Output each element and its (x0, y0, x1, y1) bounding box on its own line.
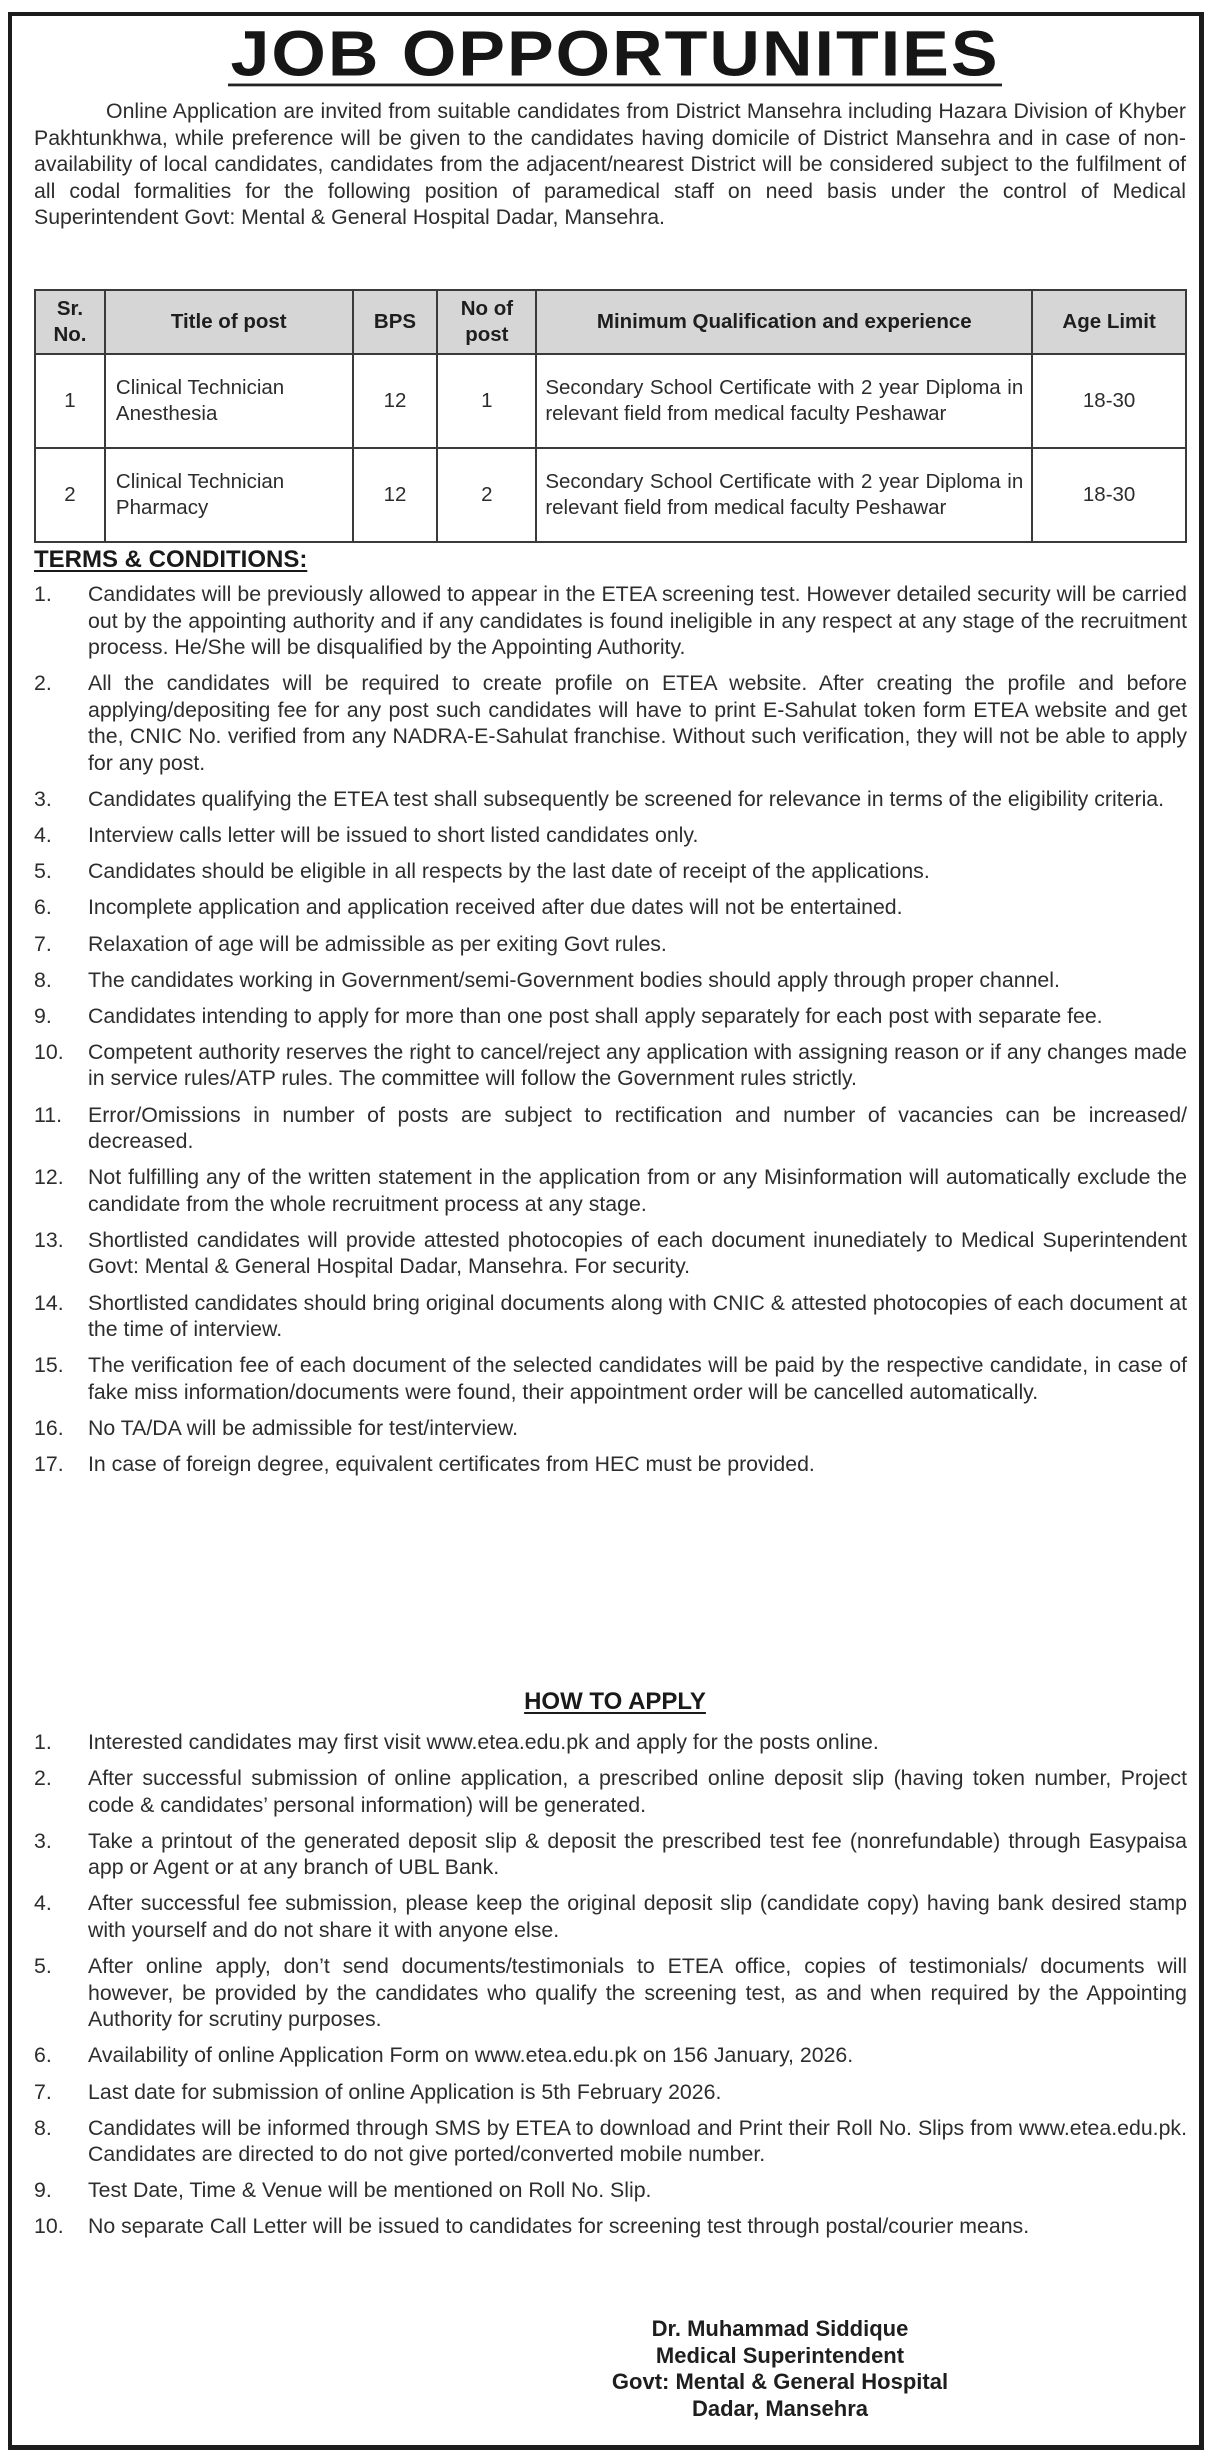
cell-age-limit: 18-30 (1032, 354, 1186, 448)
list-item (34, 1953, 1187, 2033)
list-item-text: Interview calls letter will be issued to short listed candidates only. (88, 823, 699, 848)
signatory-designation: Medical Superintendent (655, 2342, 905, 2368)
list-item-number: 3. (34, 1828, 52, 1853)
list-item-text: Candidates will be informed through SMS by ETEA to download and Print their Roll No. Slips from www.etea.edu.pk. Candidates are directed to do not give ported/converted mobile number. (88, 2115, 1187, 2167)
list-item-text: Interested candidates may first visit www.etea.edu.pk and apply for the posts online. (88, 1730, 879, 1754)
list-item (34, 1003, 1187, 1030)
list-item-number: 11. (34, 1102, 63, 1127)
list-item-number: 1. (34, 582, 52, 606)
list-item-number: 6. (34, 895, 52, 920)
list-item-number: 14. (34, 1290, 64, 1315)
list-item (34, 1164, 1187, 1217)
list-item-number: 4. (34, 823, 52, 848)
list-item-text: Relaxation of age will be admissible as per exiting Govt rules. (88, 931, 667, 956)
list-item-number: 2. (34, 1766, 52, 1791)
list-item-number: 2. (34, 671, 52, 696)
list-item-text: After online apply, don’t send documents/testimonials to ETEA office, copies of testimonials/ documents will however, be provided by the candidates who qualify the screening test, as and when required by the Appointing Authority for scrutiny purposes. (88, 1954, 1187, 2032)
list-item-text: The candidates working in Government/semi-Government bodies should apply through proper channel. (88, 967, 1060, 992)
column-header-sr-no: Sr. No. (35, 290, 105, 354)
cell-sr-no: 1 (35, 354, 105, 448)
cell-title: Clinical Technician Pharmacy (105, 448, 353, 542)
list-item-number: 7. (34, 931, 52, 956)
list-item (34, 2079, 1187, 2106)
list-item-number: 8. (34, 2115, 52, 2140)
list-item-number: 5. (34, 859, 52, 884)
list-item (34, 1290, 1187, 1343)
list-item-text: Shortlisted candidates should bring original documents along with CNIC & attested photocopies of each document at the time of interview. (88, 1290, 1187, 1342)
posts-table (34, 289, 1187, 543)
signature-block (560, 2316, 1000, 2422)
column-header-no-of-post: No of post (437, 290, 536, 354)
cell-title: Clinical Technician Anesthesia (105, 354, 353, 448)
list-item (34, 1039, 1187, 1092)
list-item-number: 1. (34, 1730, 52, 1754)
cell-bps: 12 (353, 354, 438, 448)
list-item-text: In case of foreign degree, equivalent certificates from HEC must be provided. (88, 1452, 815, 1477)
list-item-number: 7. (34, 2079, 52, 2104)
list-item-text: Availability of online Application Form on www.etea.edu.pk on 156 January, 2026. (88, 2043, 854, 2068)
column-header-bps: BPS (353, 290, 438, 354)
list-item-text: Last date for submission of online Application is 5th February 2026. (88, 2079, 722, 2104)
list-item-text: The verification fee of each document of the selected candidates will be paid by the respective candidate, in case of fake miss information/documents were found, their appointment order will be cancelled automatically. (88, 1353, 1187, 1404)
list-item (34, 1828, 1187, 1881)
list-item-text: Test Date, Time & Venue will be mentioned on Roll No. Slip. (88, 2178, 652, 2203)
list-item-number: 10. (34, 2214, 64, 2239)
list-item-number: 9. (34, 1003, 52, 1028)
list-item-text: Incomplete application and application received after due dates will not be entertained. (88, 895, 903, 920)
list-item-text: Competent authority reserves the right to cancel/reject any application with assigning reason or if any changes made in service rules/ATP rules. The committee will follow the Government rules strictly. (88, 1039, 1187, 1091)
list-item-text: Candidates qualifying the ETEA test shall subsequently be screened for relevance in terms of the eligibility criteria. (88, 787, 1165, 812)
table-row (35, 354, 1186, 448)
table-header-row (35, 290, 1186, 354)
list-item (34, 1352, 1187, 1405)
list-item-number: 5. (34, 1954, 52, 1979)
list-item (34, 1729, 1187, 1756)
list-item-text: No separate Call Letter will be issued to candidates for screening test through postal/courier means. (88, 2214, 1030, 2239)
list-item-text: Candidates should be eligible in all respects by the last date of receipt of the applications. (88, 859, 930, 884)
list-item (34, 1765, 1187, 1818)
list-item-number: 12. (34, 1165, 64, 1190)
column-header-age-limit: Age Limit (1032, 290, 1186, 354)
list-item (34, 2042, 1187, 2069)
list-item-text: Error/Omissions in number of posts are subject to rectification and number of vacancies can be increased/ decreased. (88, 1102, 1187, 1154)
list-item-number: 16. (34, 1415, 64, 1440)
list-item-number: 15. (34, 1353, 64, 1378)
list-item (34, 2213, 1187, 2240)
list-item (34, 1415, 1187, 1442)
how-to-apply-list (34, 1729, 1187, 2250)
list-item-number: 3. (34, 787, 52, 812)
list-item-number: 8. (34, 967, 52, 992)
cell-no-of-post: 1 (437, 354, 536, 448)
list-item (34, 1227, 1187, 1280)
list-item (34, 581, 1187, 661)
list-item (34, 2115, 1187, 2168)
list-item (34, 1890, 1187, 1943)
title-block (0, 17, 1230, 90)
cell-qualification: Secondary School Certificate with 2 year Diploma in relevant field from medical faculty Peshawar (536, 354, 1032, 448)
list-item-text: After successful fee submission, please keep the original deposit slip (candidate copy) having bank desired stamp with yourself and do not share it with anyone else. (88, 1891, 1187, 1943)
list-item-text: All the candidates will be required to create profile on ETEA website. After creating the profile and before applying/depositing fee for any post such candidates will have to print E-Sahulat token form ETEA website and get the, CNIC No. verified from any NADRA-E-Sahulat franchise. Without such verification, they will not be able to apply for any post. (88, 671, 1187, 776)
list-item (34, 2177, 1187, 2204)
cell-bps: 12 (353, 448, 438, 542)
list-item-text: Candidates intending to apply for more than one post shall apply separately for each post with separate fee. (88, 1003, 1103, 1028)
list-item-number: 6. (34, 2043, 52, 2068)
column-header-qualification: Minimum Qualification and experience (536, 290, 1032, 354)
how-to-apply-heading-text: HOW TO APPLY (524, 1688, 706, 1715)
signatory-name: Dr. Muhammad Siddique (651, 2316, 909, 2341)
list-item-text: After successful submission of online application, a prescribed online deposit slip (having token number, Project code & candidates’ personal information) will be generated. (88, 1766, 1187, 1817)
list-item-text: No TA/DA will be admissible for test/interview. (88, 1415, 519, 1440)
list-item-number: 4. (34, 1891, 52, 1916)
signatory-organization: Govt: Mental & General Hospital (611, 2369, 949, 2395)
list-item-number: 17. (34, 1452, 64, 1477)
cell-qualification: Secondary School Certificate with 2 year Diploma in relevant field from medical faculty Peshawar (536, 448, 1032, 542)
list-item (34, 670, 1187, 776)
list-item (34, 931, 1187, 958)
list-item-number: 13. (34, 1227, 64, 1252)
terms-heading: TERMS & CONDITIONS: (34, 546, 308, 573)
intro-paragraph: Online Application are invited from suitable candidates from District Mansehra including Hazara Division of Khyber Pakhtunkhwa, while preference will be given to the candidates having domicile of District Mansehra and in case of non-availability of local candidates, candidates from the adjacent/nearest District will be considered subject to the fulfilment of all codal formalities for the following position of paramedical staff on need basis under the control of Medical Superintendent Govt: Mental & General Hospital Dadar, Mansehra. (34, 99, 1186, 230)
list-item-text: Not fulfilling any of the written statement in the application from or any Misinformation will automatically exclude the candidate from the whole recruitment process at any stage. (88, 1165, 1187, 1216)
list-item (34, 967, 1187, 994)
list-item (34, 1102, 1187, 1155)
cell-sr-no: 2 (35, 448, 105, 542)
cell-no-of-post: 2 (437, 448, 536, 542)
list-item-number: 9. (34, 2178, 52, 2203)
list-item-text: Candidates will be previously allowed to appear in the ETEA screening test. However detailed security will be carried out by the appointing authority and if any candidates is found ineligible in any respect at any stage of the recruitment process. He/She will be disqualified by the Appointing Authority. (88, 582, 1187, 660)
terms-list (34, 581, 1187, 1487)
list-item-text: Take a printout of the generated deposit slip & deposit the prescribed test fee (nonrefundable) through Easypaisa app or Agent or at any branch of UBL Bank. (88, 1828, 1187, 1880)
column-header-title: Title of post (105, 290, 353, 354)
list-item (34, 894, 1187, 921)
list-item-text: Shortlisted candidates will provide attested photocopies of each document inunediately to Medical Superintendent Govt: Mental & General Hospital Dadar, Mansehra. For security. (88, 1227, 1187, 1279)
list-item (34, 1451, 1187, 1478)
signatory-location: Dadar, Mansehra (691, 2395, 869, 2421)
how-to-apply-heading (0, 1688, 1230, 1716)
table-row (35, 448, 1186, 542)
list-item (34, 822, 1187, 849)
list-item (34, 858, 1187, 885)
cell-age-limit: 18-30 (1032, 448, 1186, 542)
page-title: JOB OPPORTUNITIES (230, 17, 1000, 90)
list-item-number: 10. (34, 1039, 64, 1064)
list-item (34, 786, 1187, 813)
